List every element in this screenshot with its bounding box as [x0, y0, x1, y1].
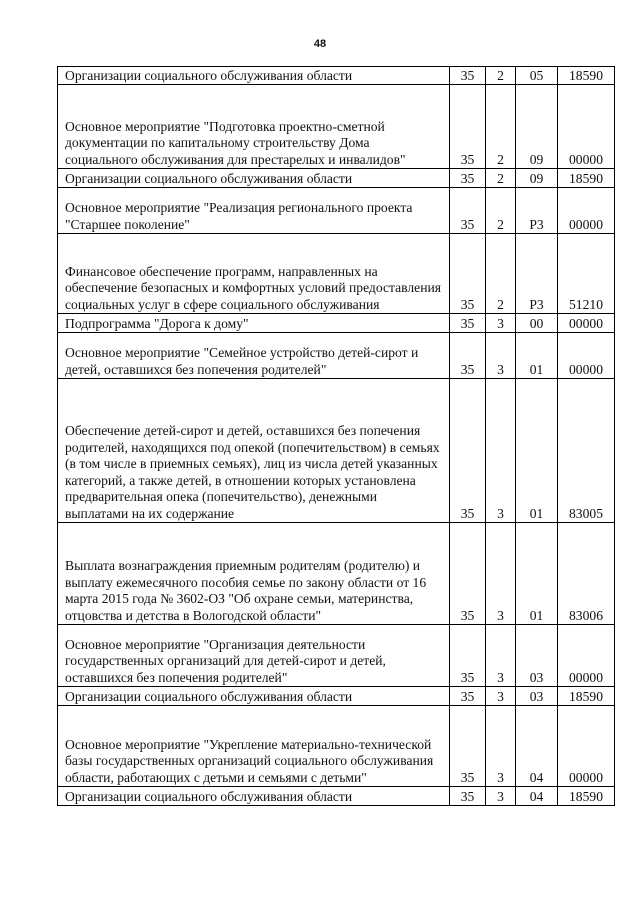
code-ministry: 35: [450, 787, 486, 806]
code-ministry: 35: [450, 625, 486, 687]
code-subprogram: 2: [486, 85, 516, 169]
code-ministry: 35: [450, 234, 486, 314]
code-measure: 05: [516, 67, 558, 85]
code-measure: 01: [516, 523, 558, 625]
code-measure: P3: [516, 234, 558, 314]
table-row: [58, 787, 615, 806]
code-measure: 00: [516, 314, 558, 333]
code-subprogram: 2: [486, 169, 516, 188]
table-row: [58, 67, 615, 85]
code-ministry: 35: [450, 379, 486, 523]
code-direction: 18590: [558, 687, 615, 706]
code-measure: 04: [516, 706, 558, 787]
code-ministry: 35: [450, 67, 486, 85]
row-description: Основное мероприятие "Подготовка проектно-сметной документации по капитальному строительству Дома социального обслуживания для престарелых и инвалидов": [58, 85, 450, 169]
row-description: Выплата вознаграждения приемным родителям (родителю) и выплату ежемесячного пособия семье по закону области от 16 марта 2015 года № 3602-ОЗ "Об охране семьи, материнства, отцовства и детства в Вологодской области": [58, 523, 450, 625]
row-description: Организации социального обслуживания области: [58, 67, 450, 85]
code-direction: 83006: [558, 523, 615, 625]
code-subprogram: 3: [486, 787, 516, 806]
table-row: [58, 234, 615, 314]
code-subprogram: 3: [486, 625, 516, 687]
table-row: [58, 314, 615, 333]
code-subprogram: 2: [486, 234, 516, 314]
code-subprogram: 2: [486, 188, 516, 234]
table-row: [58, 523, 615, 625]
code-ministry: 35: [450, 314, 486, 333]
table-row: [58, 333, 615, 379]
row-description: Основное мероприятие "Реализация регионального проекта "Старшее поколение": [58, 188, 450, 234]
code-measure: P3: [516, 188, 558, 234]
code-direction: 00000: [558, 314, 615, 333]
row-description: Подпрограмма "Дорога к дому": [58, 314, 450, 333]
code-measure: 03: [516, 687, 558, 706]
code-measure: 09: [516, 85, 558, 169]
row-description: Обеспечение детей-сирот и детей, оставшихся без попечения родителей, находящихся под опекой (попечительством) в семьях (в том числе в приемных семьях), лиц из числа детей указанных категорий, а также детей, в отношении которых установлена предварительная опека (попечительство), денежными выплатами на их содержание: [58, 379, 450, 523]
code-ministry: 35: [450, 188, 486, 234]
code-measure: 04: [516, 787, 558, 806]
code-direction: 18590: [558, 169, 615, 188]
code-subprogram: 3: [486, 333, 516, 379]
code-direction: 00000: [558, 625, 615, 687]
code-subprogram: 3: [486, 706, 516, 787]
code-direction: 00000: [558, 706, 615, 787]
code-direction: 00000: [558, 188, 615, 234]
code-direction: 18590: [558, 787, 615, 806]
row-description: Организации социального обслуживания области: [58, 787, 450, 806]
table-row: [58, 188, 615, 234]
code-ministry: 35: [450, 687, 486, 706]
row-description: Основное мероприятие "Семейное устройство детей-сирот и детей, оставшихся без попечения родителей": [58, 333, 450, 379]
code-ministry: 35: [450, 706, 486, 787]
budget-table: [57, 66, 615, 806]
table-row: [58, 379, 615, 523]
code-ministry: 35: [450, 169, 486, 188]
code-ministry: 35: [450, 333, 486, 379]
code-subprogram: 3: [486, 523, 516, 625]
code-direction: 00000: [558, 333, 615, 379]
code-ministry: 35: [450, 85, 486, 169]
code-subprogram: 3: [486, 379, 516, 523]
code-measure: 03: [516, 625, 558, 687]
code-direction: 51210: [558, 234, 615, 314]
table-row: [58, 625, 615, 687]
code-direction: 00000: [558, 85, 615, 169]
table-row: [58, 706, 615, 787]
code-direction: 18590: [558, 67, 615, 85]
table-row: [58, 687, 615, 706]
code-measure: 09: [516, 169, 558, 188]
row-description: Организации социального обслуживания области: [58, 687, 450, 706]
row-description: Основное мероприятие "Организация деятельности государственных организаций для детей-сирот и детей, оставшихся без попечения родителей": [58, 625, 450, 687]
row-description: Финансовое обеспечение программ, направленных на обеспечение безопасных и комфортных условий предоставления социальных услуг в сфере социального обслуживания: [58, 234, 450, 314]
code-subprogram: 2: [486, 67, 516, 85]
code-ministry: 35: [450, 523, 486, 625]
row-description: Основное мероприятие "Укрепление материально-технической базы государственных организаций социального обслуживания области, работающих с детьми и семьями с детьми": [58, 706, 450, 787]
code-measure: 01: [516, 379, 558, 523]
code-measure: 01: [516, 333, 558, 379]
code-subprogram: 3: [486, 314, 516, 333]
code-direction: 83005: [558, 379, 615, 523]
page-number: 48: [313, 38, 327, 50]
code-subprogram: 3: [486, 687, 516, 706]
table-row: [58, 85, 615, 169]
table-row: [58, 169, 615, 188]
row-description: Организации социального обслуживания области: [58, 169, 450, 188]
